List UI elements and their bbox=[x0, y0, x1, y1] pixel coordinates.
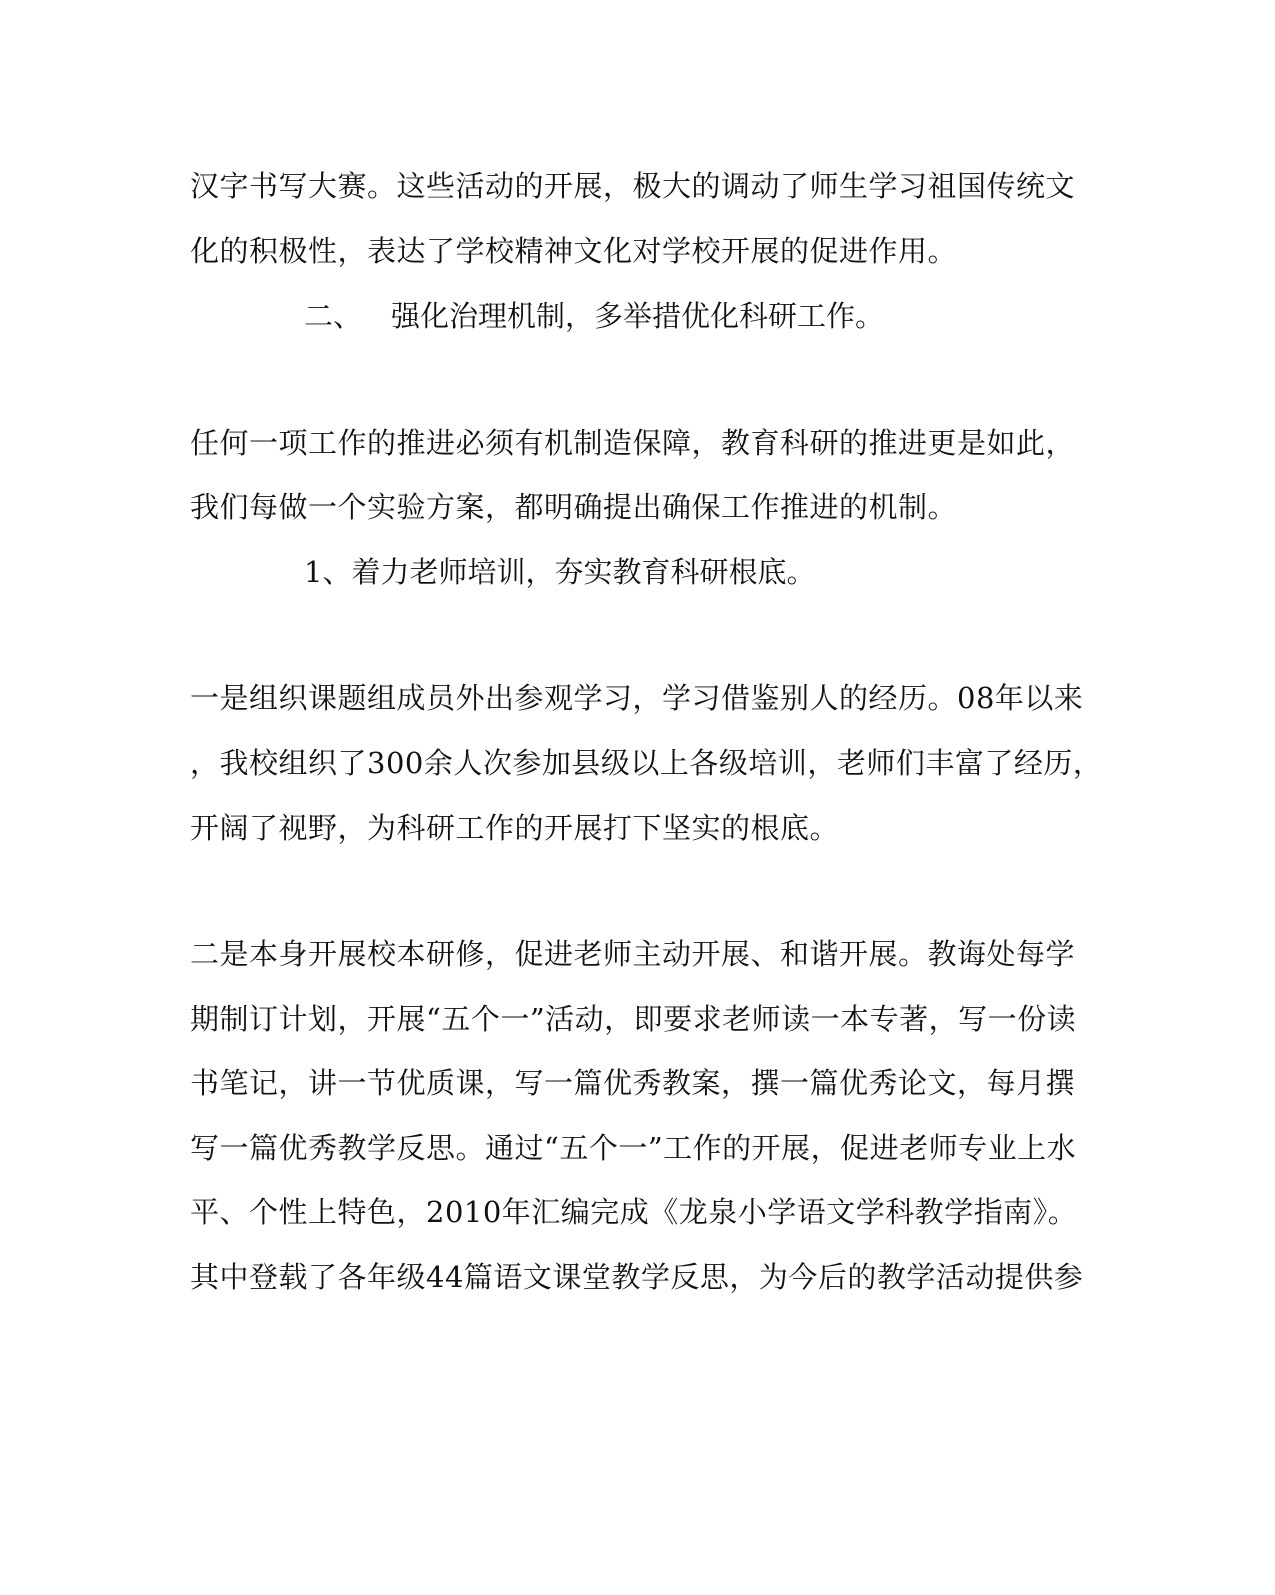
subsection-one-title: 1、着力老师培训，夯实教育科研根底。 bbox=[304, 555, 816, 589]
paragraph-first-line-2: ，我校组织了300余人次参加县级以上各级培训，老师们丰富了经历， bbox=[190, 746, 1103, 780]
section-two-number: 二、 bbox=[304, 299, 363, 333]
paragraph-first-line-1: 一是组织课题组成员外出参观学习，学习借鉴别人的经历。08年以来 bbox=[190, 681, 1084, 715]
paragraph-intro-line-2: 化的积极性，表达了学校精神文化对学校开展的促进作用。 bbox=[190, 234, 958, 268]
paragraph-second-line-5: 平、个性上特色，2010年汇编完成《龙泉小学语文学科教学指南》。 bbox=[190, 1195, 1078, 1229]
section-two-title: 强化治理机制，多举措优化科研工作。 bbox=[391, 299, 885, 333]
paragraph-mechanism-line-2: 我们每做一个实验方案，都明确提出确保工作推进的机制。 bbox=[190, 490, 958, 524]
paragraph-second-line-2: 期制订计划，开展“五个一”活动，即要求老师读一本专著，写一份读 bbox=[190, 1002, 1077, 1036]
paragraph-second-line-4: 写一篇优秀教学反思。通过“五个一”工作的开展，促进老师专业上水 bbox=[190, 1131, 1077, 1165]
paragraph-second-line-3: 书笔记，讲一节优质课，写一篇优秀教案，撰一篇优秀论文，每月撰 bbox=[190, 1066, 1076, 1100]
paragraph-first-line-3: 开阔了视野，为科研工作的开展打下坚实的根底。 bbox=[190, 811, 840, 845]
paragraph-second-line-6: 其中登载了各年级44篇语文课堂教学反思，为今后的教学活动提供参 bbox=[190, 1260, 1084, 1294]
paragraph-mechanism-line-1: 任何一项工作的推进必须有机制造保障，教育科研的推进更是如此， bbox=[190, 426, 1076, 460]
paragraph-intro-line-1: 汉字书写大赛。这些活动的开展，极大的调动了师生学习祖国传统文 bbox=[190, 169, 1076, 203]
paragraph-second-line-1: 二是本身开展校本研修，促进老师主动开展、和谐开展。教诲处每学 bbox=[190, 937, 1076, 971]
